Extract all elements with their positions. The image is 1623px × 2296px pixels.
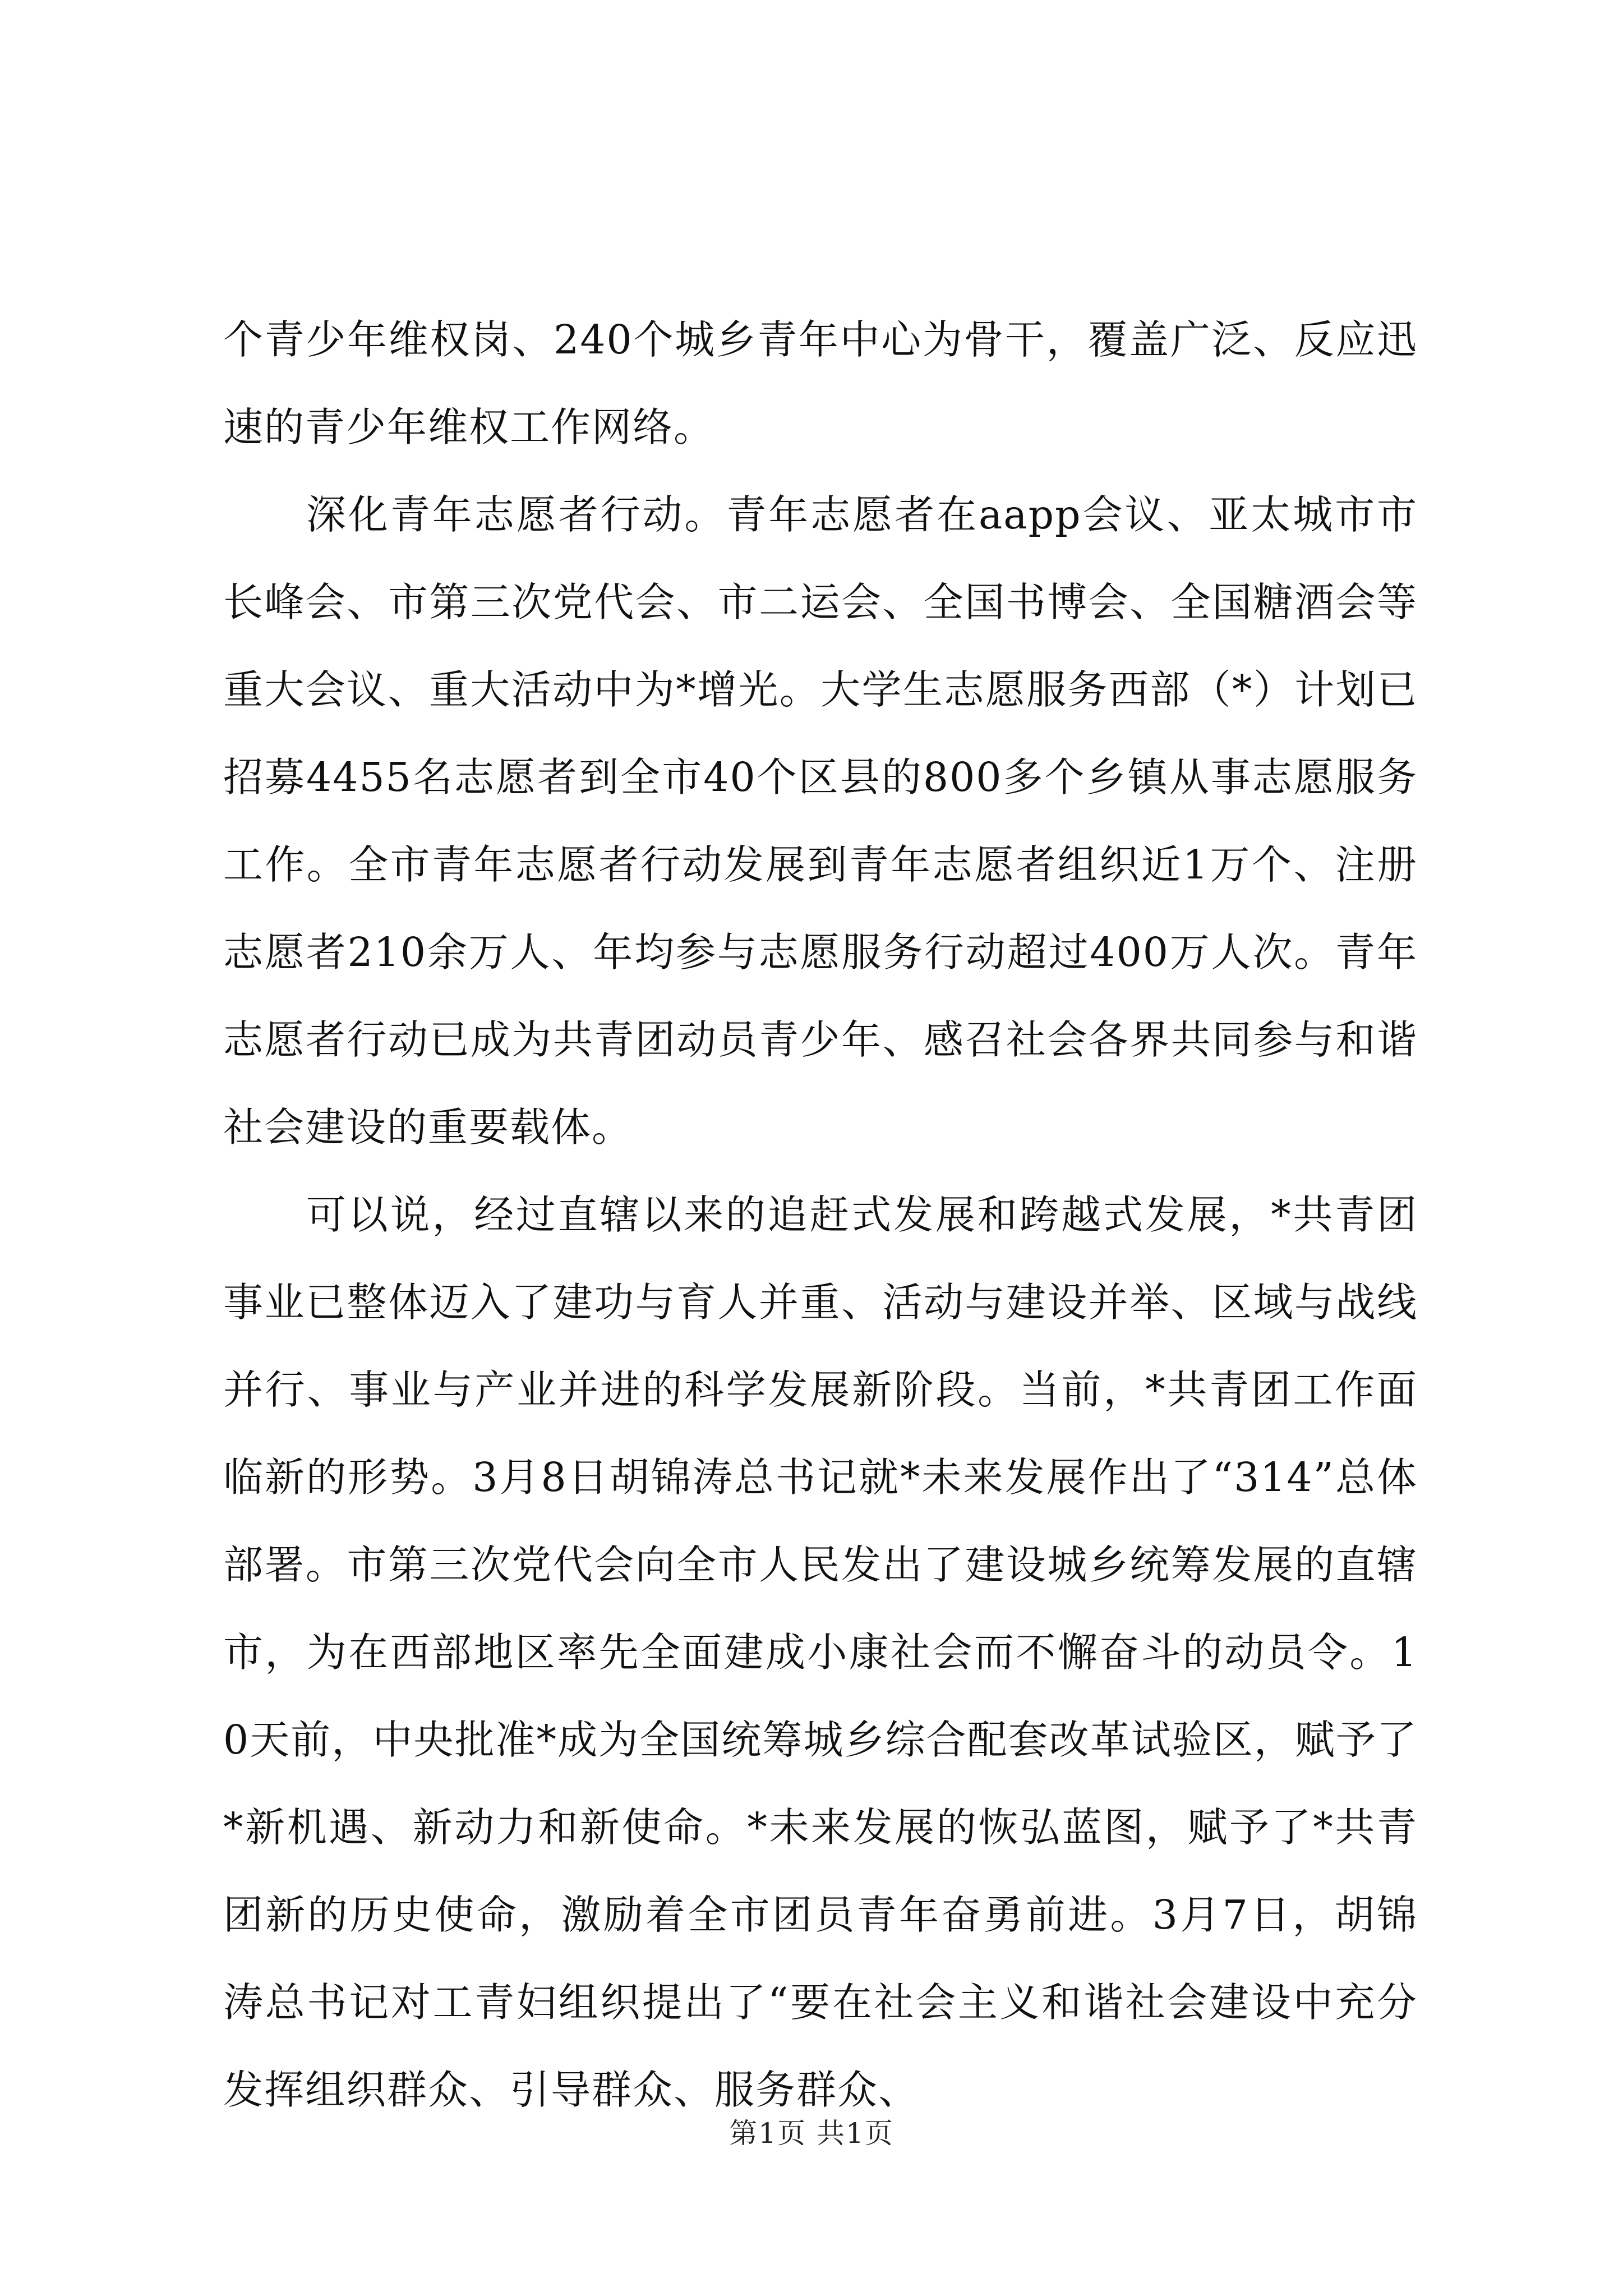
paragraph-continuation: 个青少年维权岗、240个城乡青年中心为骨干，覆盖广泛、反应迅速的青少年维权工作网络。	[223, 316, 1418, 450]
paragraph-development-stage: 可以说，经过直辖以来的追赶式发展和跨越式发展，*共青团事业已整体迈入了建功与育人并重、活动与建设并举、区域与战线并行、事业与产业并进的科学发展新阶段。当前，*共青团工作面临新的形势。3月8日胡锦涛总书记就*未来发展作出了“314”总体部署。市第三次党代会向全市人民发出了建设城乡统筹发展的直辖市，为在西部地区率先全面建成小康社会而不懈奋斗的动员令。10天前，中央批准*成为全国统筹城乡综合配套改革试验区，赋予了*新机遇、新动力和新使命。*未来发展的恢弘蓝图，赋予了*共青团新的历史使命，激励着全市团员青年奋勇前进。3月7日，胡锦涛总书记对工青妇组织提出了“要在社会主义和谐社会建设中充分发挥组织群众、引导群众、服务群众、	[223, 1191, 1418, 2113]
paragraph-volunteer-action: 深化青年志愿者行动。青年志愿者在aapp会议、亚太城市市长峰会、市第三次党代会、市二运会、全国书博会、全国糖酒会等重大会议、重大活动中为*增光。大学生志愿服务西部（*）计划已招募4455名志愿者到全市40个区县的800多个乡镇从事志愿服务工作。全市青年志愿者行动发展到青年志愿者组织近1万个、注册志愿者210余万人、年均参与志愿服务行动超过400万人次。青年志愿者行动已成为共青团动员青少年、感召社会各界共同参与和谐社会建设的重要载体。	[223, 491, 1418, 1151]
document-body	[223, 296, 1418, 2134]
page-footer: 第1页 共1页	[729, 2117, 894, 2150]
